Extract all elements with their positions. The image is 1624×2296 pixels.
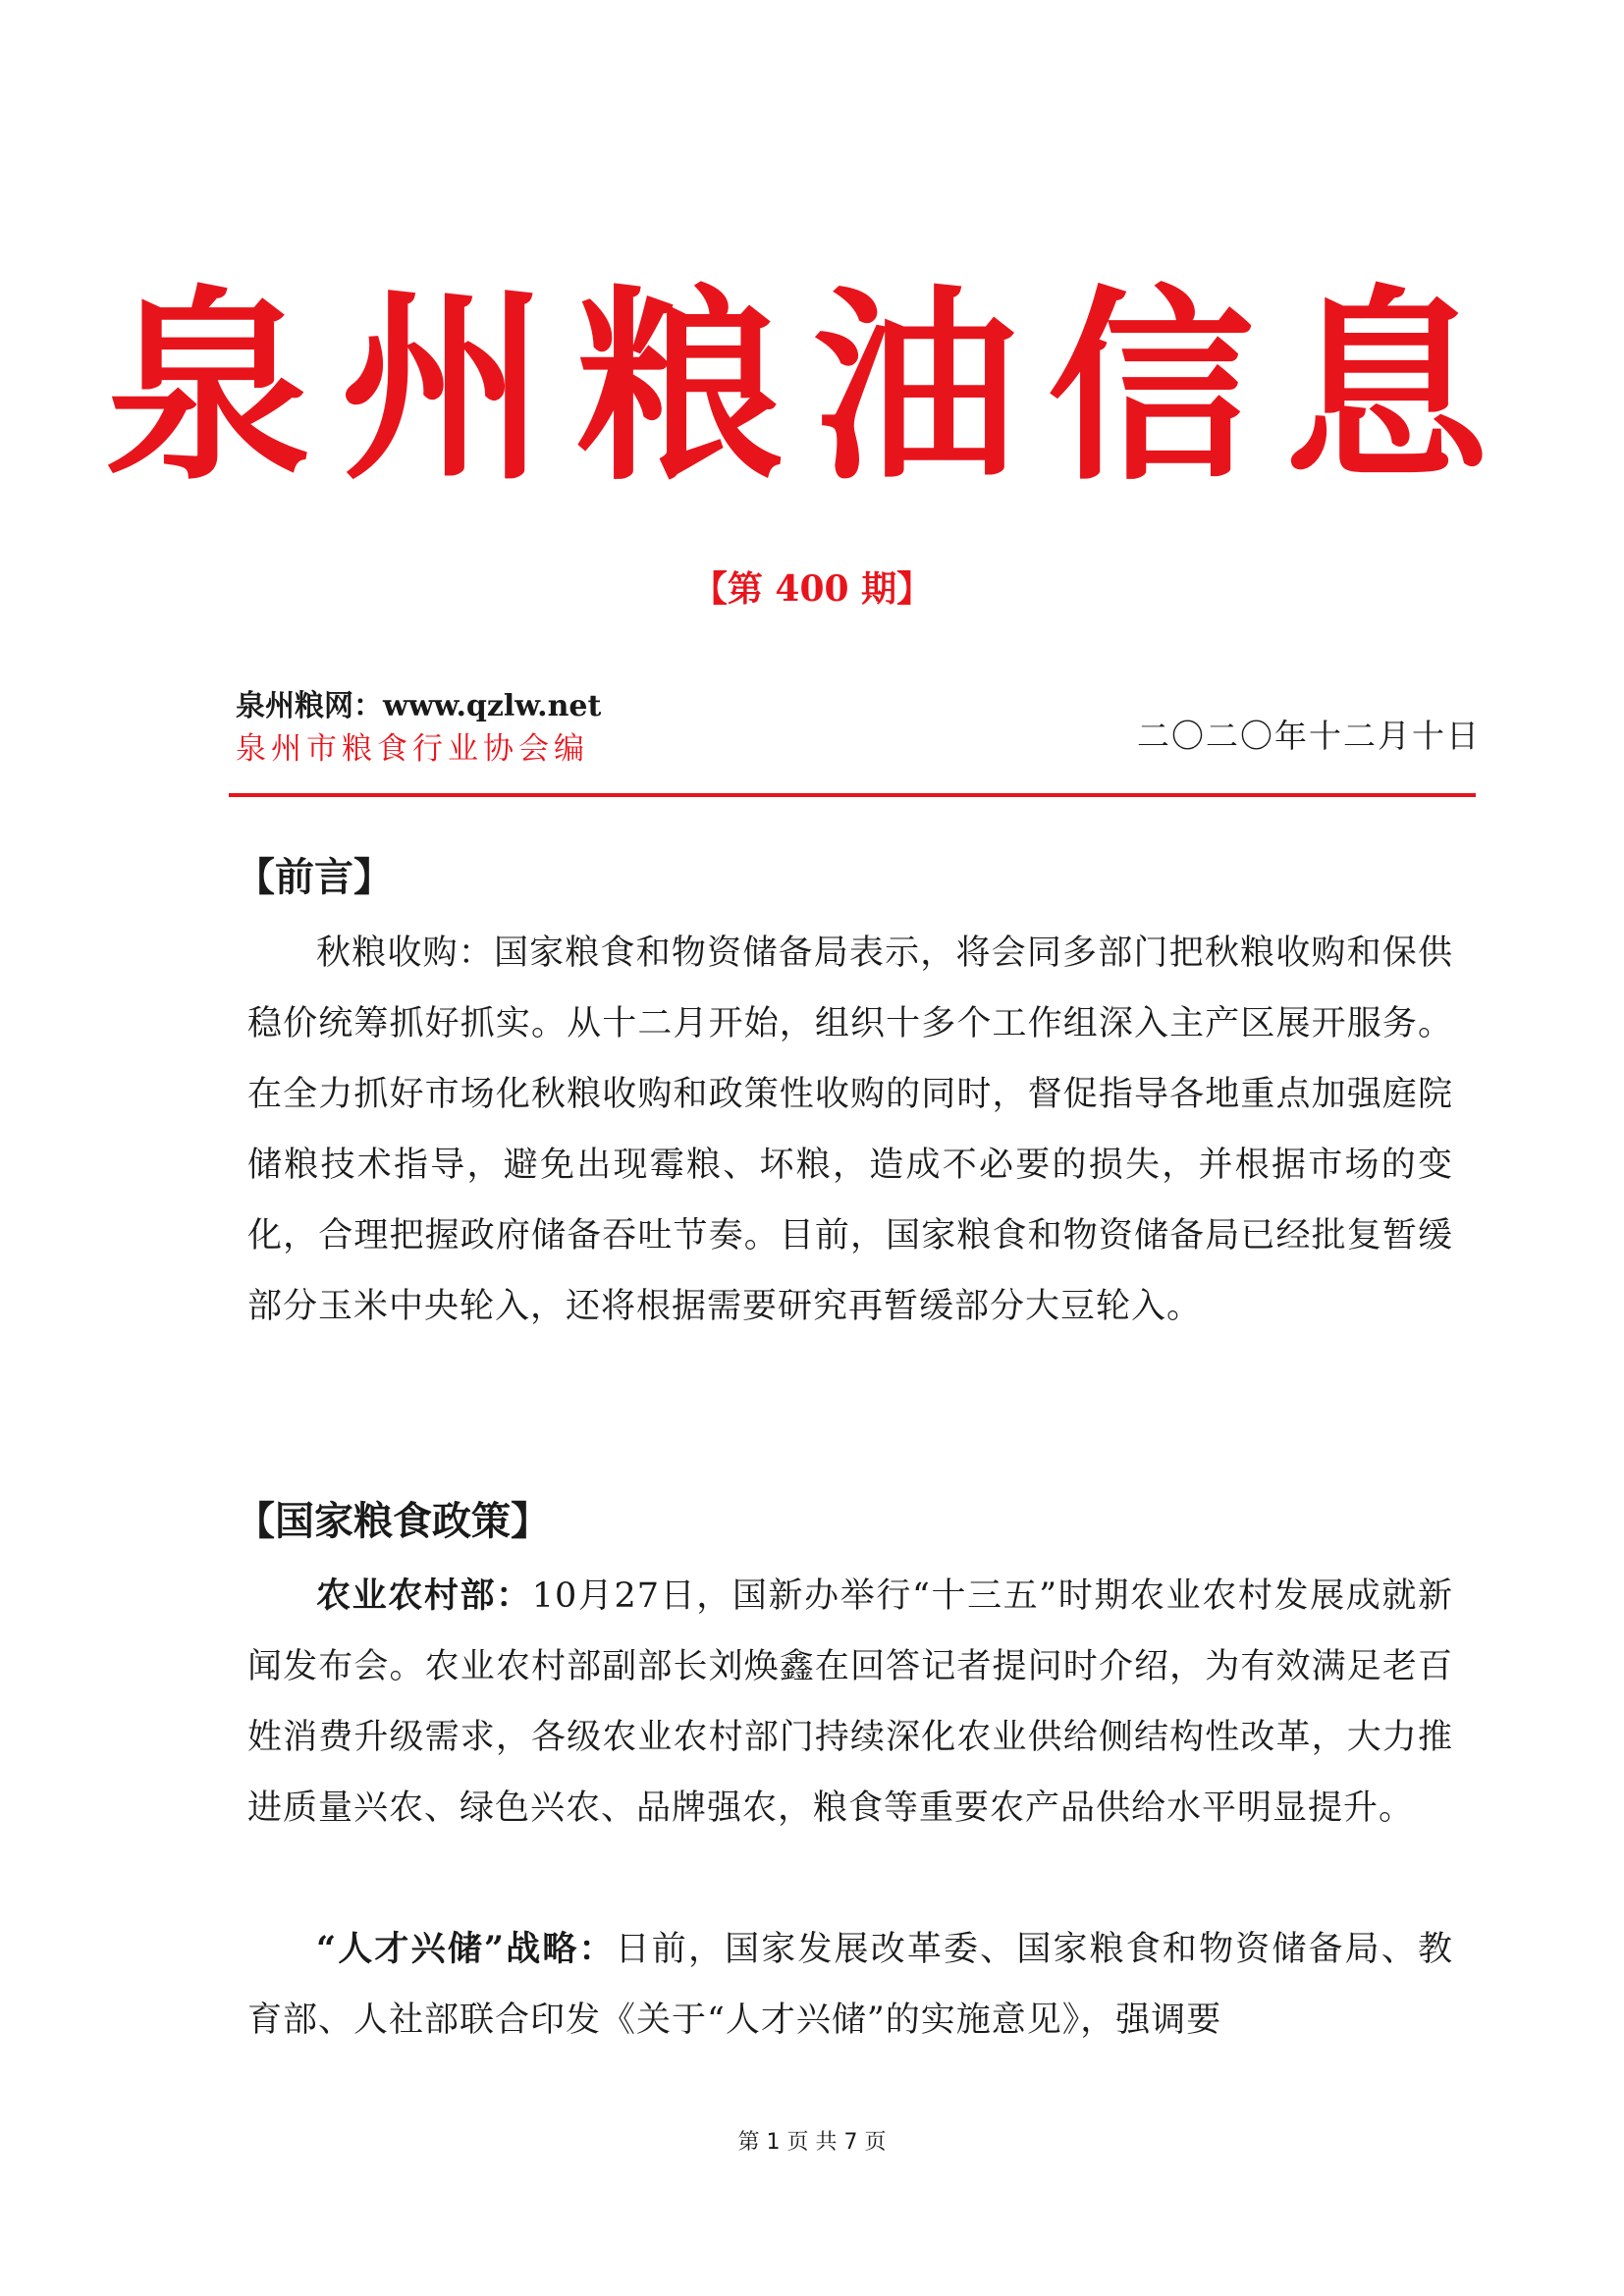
publish-date: 二〇二〇年十二月十日 — [1137, 717, 1481, 755]
masthead-title: 泉州粮油信息 — [104, 266, 1519, 508]
footer-total: 7 — [843, 2130, 858, 2155]
footer-page: 1 — [766, 2130, 781, 2155]
section-title-preface: 【前言】 — [236, 855, 393, 900]
website-line — [236, 687, 601, 726]
footer-suffix: 页 — [857, 2130, 887, 2155]
policy-paragraph-1 — [247, 1561, 1453, 1843]
site-url[interactable]: www.qzlw.net — [383, 689, 602, 723]
issue-number-line — [0, 564, 1624, 614]
preface-body: 国家粮食和物资储备局表示，将会同多部门把秋粮收购和保供稳价统筹抓好抓实。从十二月开始，组织十多个工作组深入主产区展开服务。在全力抓好市场化秋粮收购和政策性收购的同时，督促指导各地重点加强庭院储粮技术指导，避免出现霉粮、坏粮，造成不必要的损失，并根据市场的变化，合理把握政府储备吞吐节奏。目前，国家粮食和物资储备局已经批复暂缓部分玉米中央轮入，还将根据需要研究再暂缓部分大豆轮入。 — [247, 934, 1453, 1326]
preface-lead: 秋粮收购： — [316, 934, 494, 973]
footer-prefix: 第 — [737, 2130, 767, 2155]
section-title-policy: 【国家粮食政策】 — [236, 1499, 550, 1544]
policy-body-1: 10月27日，国新办举行“十三五”时期农业农村发展成就新闻发布会。农业农村部副部长刘焕鑫在回答记者提问时介绍，为有效满足老百姓消费升级需求，各级农业农村部门持续深化农业供给侧结构性改革，大力推进质量兴农、绿色兴农、品牌强农，粮食等重要农产品供给水平明显提升。 — [247, 1576, 1453, 1828]
policy-lead-1: 农业农村部： — [316, 1575, 532, 1616]
issue-number: 400 — [775, 568, 849, 610]
issue-open: 【第 — [691, 568, 776, 610]
page-footer — [0, 2128, 1624, 2158]
policy-body-2: 日前，国家发展改革委、国家粮食和物资储备局、教育部、人社部联合印发《关于“人才兴储”的实施意见》，强调要 — [247, 1930, 1453, 2040]
policy-paragraph-2 — [247, 1914, 1453, 2056]
footer-middle: 页 共 — [780, 2130, 844, 2155]
header-divider — [229, 793, 1476, 797]
site-label: 泉州粮网： — [236, 689, 383, 723]
editor-line: 泉州市粮食行业协会编 — [236, 731, 589, 767]
policy-lead-2: “人才兴储”战略： — [316, 1929, 616, 1969]
preface-paragraph — [247, 918, 1453, 1342]
issue-close: 期】 — [848, 568, 933, 610]
